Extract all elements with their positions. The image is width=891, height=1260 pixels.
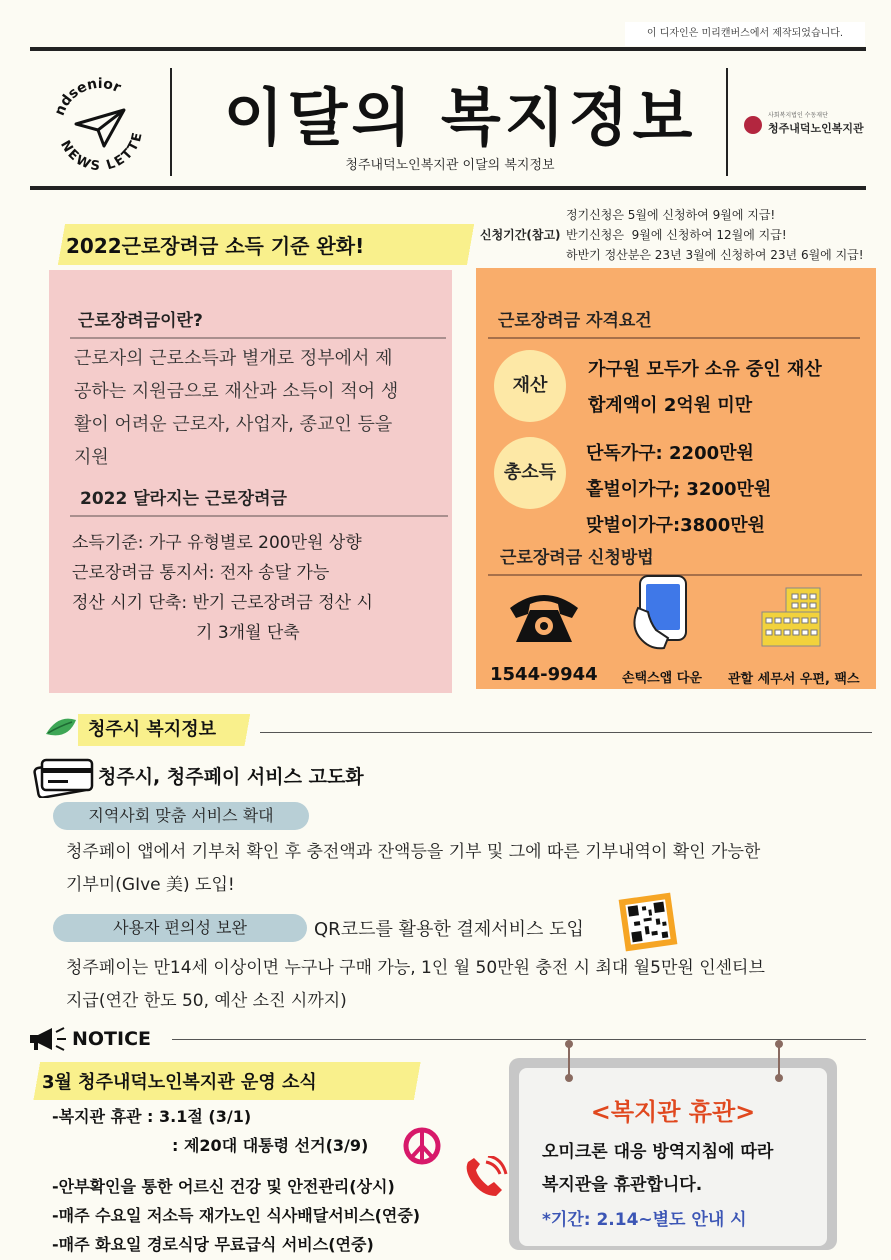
asset-line-2: 합계액이 2억원 미만 xyxy=(588,395,753,416)
income-criteria xyxy=(586,436,771,544)
board-pin-right xyxy=(775,1040,783,1084)
leaf-icon xyxy=(44,716,78,746)
changes-heading: 2022 달라지는 근로장려금 xyxy=(70,484,448,517)
asset-criteria xyxy=(588,352,822,424)
board-title: <복지관 휴관> xyxy=(590,1098,756,1126)
income-line-3: 맞벌이가구:3800만원 xyxy=(586,515,766,536)
income-line-1: 단독가구: 2200만원 xyxy=(586,443,754,464)
what-line-4: 지원 xyxy=(74,447,109,468)
notice-items xyxy=(52,1172,420,1259)
income-line-2: 홑벌이가구; 3200만원 xyxy=(586,479,772,500)
newsletter-subtitle: 청주내덕노인복지관 이달의 복지정보 xyxy=(345,158,555,173)
change-item-4: 기 3개월 단축 xyxy=(196,623,300,643)
newsletter-title: 이달의 복지정보 xyxy=(223,81,697,154)
asset-badge: 재산 xyxy=(494,350,566,422)
notice-label: NOTICE xyxy=(72,1028,152,1050)
logo-bottom-text: NEWS LETTE xyxy=(57,129,147,175)
change-item-2: 근로장려금 통지서: 전자 송달 가능 xyxy=(72,563,330,583)
method-office-label: 관할 세무서 우편, 팩스 xyxy=(728,672,860,687)
org-logo xyxy=(744,110,864,140)
what-is-eitc-text xyxy=(74,342,444,474)
board-pin-left xyxy=(565,1040,573,1084)
change-item-1: 소득기준: 가구 유형별로 200만원 상향 xyxy=(72,533,362,553)
paper-plane-icon xyxy=(76,110,124,146)
newsletter-logo xyxy=(40,66,160,186)
notice-closure-line-1: -복지관 휴관 : 3.1절 (3/1) xyxy=(52,1107,252,1126)
city-section-rule xyxy=(260,732,872,733)
vote-icon xyxy=(402,1126,442,1170)
notice-headline: 3월 청주내덕노인복지관 운영 소식 xyxy=(28,1062,426,1100)
megaphone-icon xyxy=(26,1026,70,1056)
qr-payment-text: QR코드를 활용한 결제서비스 도입 xyxy=(314,919,584,940)
para2-line-1: 청주페이는 만14세 이상이면 누구나 구매 가능, 1인 월 50만원 충전 시 최대 월5만원 인센티브 xyxy=(66,958,765,978)
board-line-2: 복지관을 휴관합니다. xyxy=(542,1175,703,1195)
changes-list xyxy=(72,528,444,648)
design-credit: 이 디자인은 미리캔버스에서 제작되었습니다. xyxy=(625,22,865,46)
card-icon xyxy=(32,756,94,802)
header-top-rule xyxy=(30,47,866,51)
header-separator-left xyxy=(170,68,172,176)
logo-top-text: ndsenior xyxy=(51,75,124,118)
schedule-line-1: 정기신청은 5월에 신청하여 9월에 지급! xyxy=(566,208,776,222)
org-name: 청주내덕노인복지관 xyxy=(768,122,864,135)
city-paragraph-1 xyxy=(66,836,886,902)
svg-text:ndsenior xyxy=(52,76,124,118)
board-period: *기간: 2.14~별도 안내 시 xyxy=(542,1210,747,1230)
schedule-label: 신청기간(참고) xyxy=(480,228,561,242)
notice-item-1: -안부확인을 통한 어르신 건강 및 안전관리(상시) xyxy=(52,1177,395,1196)
header-separator-right xyxy=(726,68,728,176)
city-subsection-title: 청주시, 청주페이 서비스 고도화 xyxy=(98,766,364,788)
usability-pill: 사용자 편의성 보완 xyxy=(53,914,307,942)
board-line-1: 오미크론 대응 방역지침에 따라 xyxy=(542,1142,774,1162)
qr-code-icon xyxy=(619,893,678,952)
telephone-icon xyxy=(506,586,582,650)
apply-method-heading: 근로장려금 신청방법 xyxy=(488,543,862,576)
para2-line-2: 지급(연간 한도 50, 예산 소진 시까지) xyxy=(66,991,347,1011)
eitc-headline: 2022근로장려금 소득 기준 완화! xyxy=(52,224,480,265)
schedule-line-3: 하반기 정산분은 23년 3월에 신청하여 23년 6월에 지급! xyxy=(566,248,864,262)
city-section-title: 청주시 복지정보 xyxy=(78,714,268,746)
notice-rule xyxy=(172,1039,866,1040)
schedule-line-2: 반기신청은 9월에 신청하여 12월에 지급! xyxy=(566,228,787,242)
org-emblem-icon xyxy=(744,116,762,134)
asset-line-1: 가구원 모두가 소유 중인 재산 xyxy=(588,359,822,380)
city-paragraph-2 xyxy=(66,952,886,1018)
para1-line-1: 청주페이 앱에서 기부처 확인 후 충전액과 잔액등을 기부 및 그에 따른 기부내역이 확인 가능한 xyxy=(66,842,761,862)
header-bottom-rule xyxy=(30,186,866,190)
what-is-eitc-heading: 근로장려금이란? xyxy=(70,306,446,339)
method-app-label: 손택스앱 다운 xyxy=(622,671,702,686)
requirements-heading: 근로장려금 자격요건 xyxy=(488,306,860,339)
para1-line-2: 기부미(GIve 美) 도입! xyxy=(66,875,235,895)
board-text xyxy=(542,1136,773,1202)
notice-item-3: -매주 화요일 경로식당 무료급식 서비스(연중) xyxy=(52,1235,374,1254)
org-small-text: 사회복지법인 수동재단 xyxy=(768,112,828,119)
change-item-3: 정산 시기 단축: 반기 근로장려금 정산 시 xyxy=(72,593,373,613)
notice-item-2: -매주 수요일 저소득 재가노인 식사배달서비스(연중) xyxy=(52,1206,421,1225)
what-line-3: 활이 어려운 근로자, 사업자, 종교인 등을 xyxy=(74,414,393,435)
notice-closure-line-2: : 제20대 대통령 선거(3/9) xyxy=(172,1136,369,1155)
local-service-pill: 지역사회 맞춤 서비스 확대 xyxy=(53,802,309,830)
building-icon xyxy=(760,586,824,654)
phone-call-icon xyxy=(462,1156,508,1204)
income-badge: 총소득 xyxy=(494,437,566,509)
what-line-2: 공하는 지원금으로 재산과 소득이 적어 생 xyxy=(74,381,399,402)
what-line-1: 근로자의 근로소득과 별개로 정부에서 제 xyxy=(74,348,393,369)
smartphone-icon xyxy=(628,572,698,656)
method-phone-label: 1544-9944 xyxy=(490,664,598,685)
